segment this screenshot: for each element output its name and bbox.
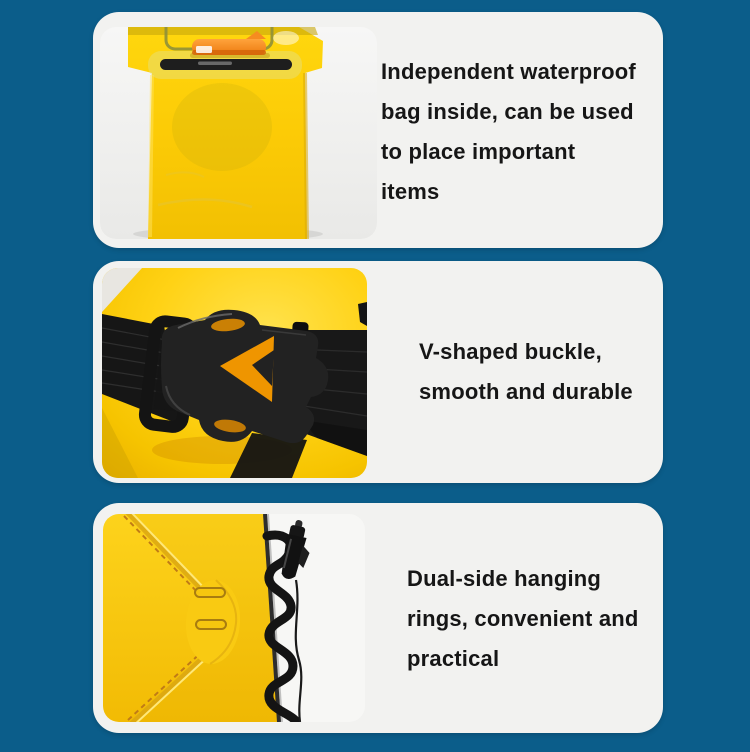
feature-card-hanging-rings — [93, 503, 663, 733]
feature-caption — [419, 332, 633, 412]
caption-line: Independent waterproof — [381, 59, 636, 84]
feature-caption — [381, 52, 636, 212]
feature-caption — [407, 559, 639, 679]
dual-side-hanging-rings-photo — [103, 514, 365, 722]
caption-line: bag inside, can be used — [381, 99, 634, 124]
feature-card-buckle — [93, 261, 663, 483]
v-shaped-buckle-photo — [102, 268, 367, 478]
waterproof-bag-illustration — [100, 27, 377, 239]
hanging-rings-illustration — [103, 514, 365, 722]
feature-card-waterproof-bag — [93, 12, 663, 248]
caption-line: smooth and durable — [419, 379, 633, 404]
caption-line: practical — [407, 646, 500, 671]
buckle-illustration — [102, 268, 367, 478]
caption-line: to place important — [381, 139, 576, 164]
caption-line: items — [381, 179, 440, 204]
caption-line: Dual-side hanging — [407, 566, 602, 591]
caption-line: V-shaped buckle, — [419, 339, 602, 364]
caption-line: rings, convenient and — [407, 606, 639, 631]
waterproof-inner-bag-photo — [100, 27, 377, 239]
